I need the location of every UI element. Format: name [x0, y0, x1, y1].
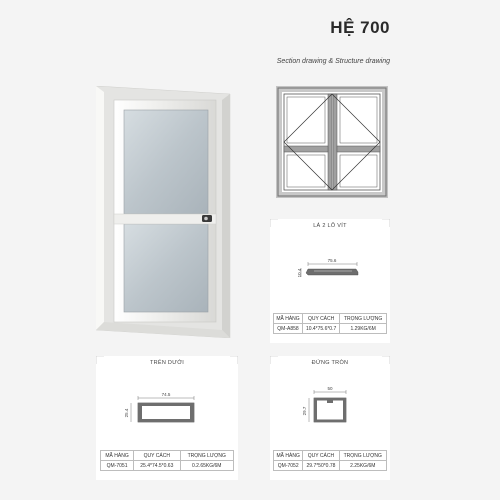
profile-card-tren-duoi: [96, 356, 238, 480]
cell-trong-luong: 0.2.65KG/6M: [180, 461, 233, 471]
cell-trong-luong: 2.25KG/6M: [339, 461, 386, 471]
col-trong-luong: TRỌNG LƯỢNG: [180, 451, 233, 461]
handle-icon: [202, 215, 212, 222]
cell-ma-hang: QM-A858: [274, 324, 303, 334]
cell-quy-cach: 10.4*75.6*0.7: [302, 324, 339, 334]
profile-card-la-2-lo-vit: [270, 219, 390, 343]
card-title: LÁ 2 LỖ VÍT: [313, 223, 347, 229]
card-title: ĐỨNG TRÒN: [311, 360, 349, 366]
page-title: HỆ 700: [330, 18, 390, 37]
dim-height: 10.4: [297, 268, 302, 278]
col-ma-hang: MÃ HÀNG: [101, 451, 134, 461]
profile-card-dung-tron: [270, 356, 390, 480]
col-ma-hang: MÃ HÀNG: [274, 451, 303, 461]
cell-trong-luong: 1.29KG/6M: [340, 324, 387, 334]
cell-ma-hang: QM-7052: [274, 461, 303, 471]
spec-table: [100, 450, 234, 471]
window-illustration: [96, 86, 238, 338]
profile-drawing: [270, 356, 390, 446]
col-quy-cach: QUY CÁCH: [303, 451, 339, 461]
dim-width: 75.6: [327, 258, 337, 263]
dim-width: 50: [327, 386, 333, 391]
spec-table: [273, 450, 387, 471]
section-drawing-diagram: [276, 86, 388, 198]
col-quy-cach: QUY CÁCH: [134, 451, 180, 461]
page-subtitle: Section drawing & Structure drawing: [276, 58, 390, 65]
profile-drawing: [270, 219, 390, 309]
col-quy-cach: QUY CÁCH: [302, 314, 339, 324]
dim-height: 25.4: [124, 408, 129, 418]
col-trong-luong: TRỌNG LƯỢNG: [339, 451, 386, 461]
profile-drawing: [96, 356, 238, 446]
col-ma-hang: MÃ HÀNG: [274, 314, 303, 324]
cell-quy-cach: 25.4*74.5*0.63: [134, 461, 180, 471]
spec-table: [273, 313, 387, 334]
card-title: TRÊN DƯỚI: [149, 360, 185, 366]
cell-ma-hang: QM-7051: [101, 461, 134, 471]
col-trong-luong: TRỌNG LƯỢNG: [340, 314, 387, 324]
dim-width: 74.5: [161, 392, 171, 397]
dim-height: 29.7: [302, 406, 307, 416]
cell-quy-cach: 29.7*50*0.78: [303, 461, 339, 471]
